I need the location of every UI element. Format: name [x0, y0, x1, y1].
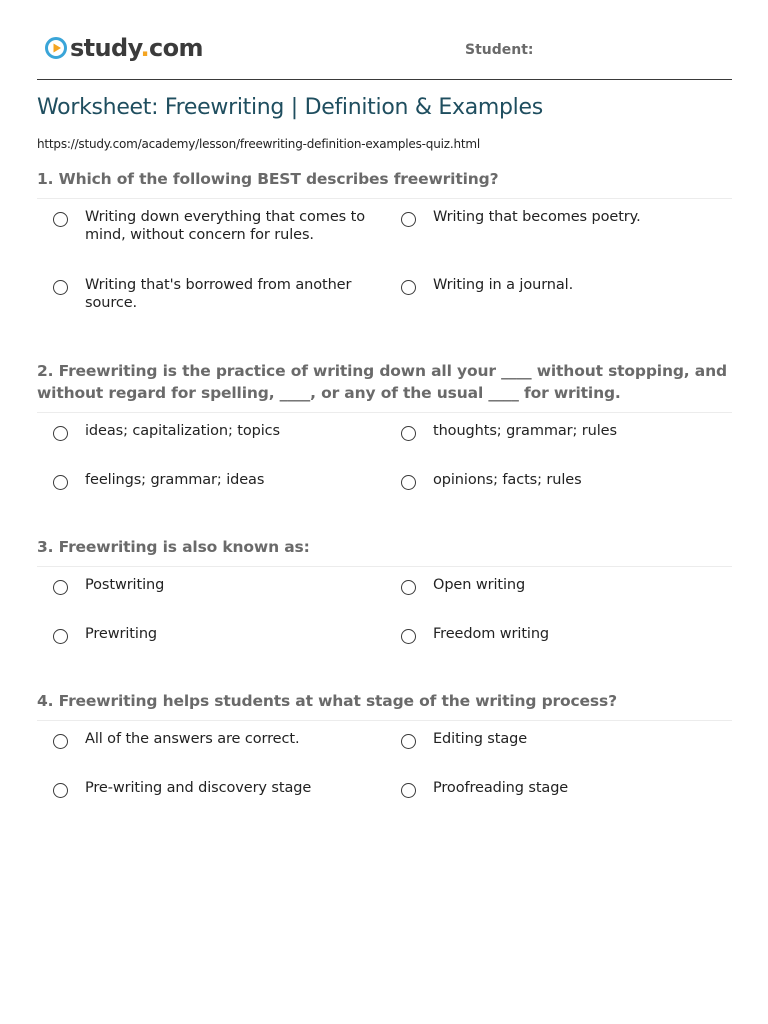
answer-option[interactable] [37, 625, 385, 643]
answer-label: Proofreading stage [433, 780, 569, 796]
question-3 [37, 536, 732, 674]
question-4 [37, 690, 732, 828]
radio-circle-icon[interactable] [53, 212, 68, 227]
answer-label: Writing that's borrowed from another source. [85, 277, 352, 311]
answer-label: ideas; capitalization; topics [85, 423, 280, 439]
answer-label: Freedom writing [433, 626, 550, 642]
radio-circle-icon[interactable] [53, 629, 68, 644]
radio-circle-icon[interactable] [401, 783, 416, 798]
answer-option[interactable] [385, 208, 732, 244]
radio-circle-icon[interactable] [401, 280, 416, 295]
radio-circle-icon[interactable] [401, 212, 416, 227]
answer-label: Pre-writing and discovery stage [85, 780, 312, 796]
question-1 [37, 168, 732, 344]
answer-option[interactable] [385, 471, 732, 489]
radio-circle-icon[interactable] [401, 475, 416, 490]
answer-label: Writing that becomes poetry. [433, 209, 641, 225]
answer-label: thoughts; grammar; rules [433, 423, 617, 439]
radio-circle-icon[interactable] [401, 629, 416, 644]
answer-option[interactable] [37, 422, 385, 440]
answer-option[interactable] [385, 576, 732, 594]
answer-label: Prewriting [85, 626, 158, 642]
play-circle-logo-icon [45, 37, 67, 59]
study-com-logo[interactable] [45, 32, 203, 64]
question-text: 3. Freewriting is also known as: [37, 536, 732, 567]
answer-option[interactable] [385, 625, 732, 643]
logo-wordmark: study.com [70, 34, 203, 62]
student-label: Student: [465, 42, 534, 58]
answer-label: Open writing [433, 577, 526, 593]
answer-options [37, 199, 732, 344]
question-text: 2. Freewriting is the practice of writing down all your ____ without stopping, and without regard for spelling, ____, or any of the usual ____ for writing. [37, 360, 732, 413]
radio-circle-icon[interactable] [53, 426, 68, 441]
answer-option[interactable] [37, 276, 385, 312]
radio-circle-icon[interactable] [401, 426, 416, 441]
radio-circle-icon[interactable] [401, 580, 416, 595]
answer-options [37, 721, 732, 828]
radio-circle-icon[interactable] [401, 734, 416, 749]
answer-option[interactable] [37, 208, 385, 244]
answer-label: Writing down everything that comes to mind, without concern for rules. [85, 209, 365, 243]
answer-option[interactable] [37, 730, 385, 748]
question-2 [37, 360, 732, 520]
answer-option[interactable] [385, 422, 732, 440]
worksheet-header [37, 0, 732, 80]
radio-circle-icon[interactable] [53, 280, 68, 295]
answer-option[interactable] [385, 730, 732, 748]
worksheet-title: Worksheet: Freewriting | Definition & Examples [37, 95, 543, 120]
radio-circle-icon[interactable] [53, 475, 68, 490]
answer-label: feelings; grammar; ideas [85, 472, 265, 488]
radio-circle-icon[interactable] [53, 734, 68, 749]
answer-option[interactable] [385, 276, 732, 312]
radio-circle-icon[interactable] [53, 580, 68, 595]
answer-option[interactable] [37, 471, 385, 489]
answer-label: opinions; facts; rules [433, 472, 582, 488]
question-text: 1. Which of the following BEST describes freewriting? [37, 168, 732, 199]
lesson-url[interactable]: https://study.com/academy/lesson/freewriting-definition-examples-quiz.html [37, 137, 481, 151]
answer-option[interactable] [385, 779, 732, 797]
radio-circle-icon[interactable] [53, 783, 68, 798]
answer-label: All of the answers are correct. [85, 731, 300, 747]
answer-options [37, 413, 732, 520]
question-text: 4. Freewriting helps students at what stage of the writing process? [37, 690, 732, 721]
worksheet-page [37, 0, 732, 828]
answer-option[interactable] [37, 779, 385, 797]
answer-label: Writing in a journal. [433, 277, 574, 293]
answer-option[interactable] [37, 576, 385, 594]
answer-options [37, 567, 732, 674]
answer-label: Postwriting [85, 577, 165, 593]
answer-label: Editing stage [433, 731, 528, 747]
